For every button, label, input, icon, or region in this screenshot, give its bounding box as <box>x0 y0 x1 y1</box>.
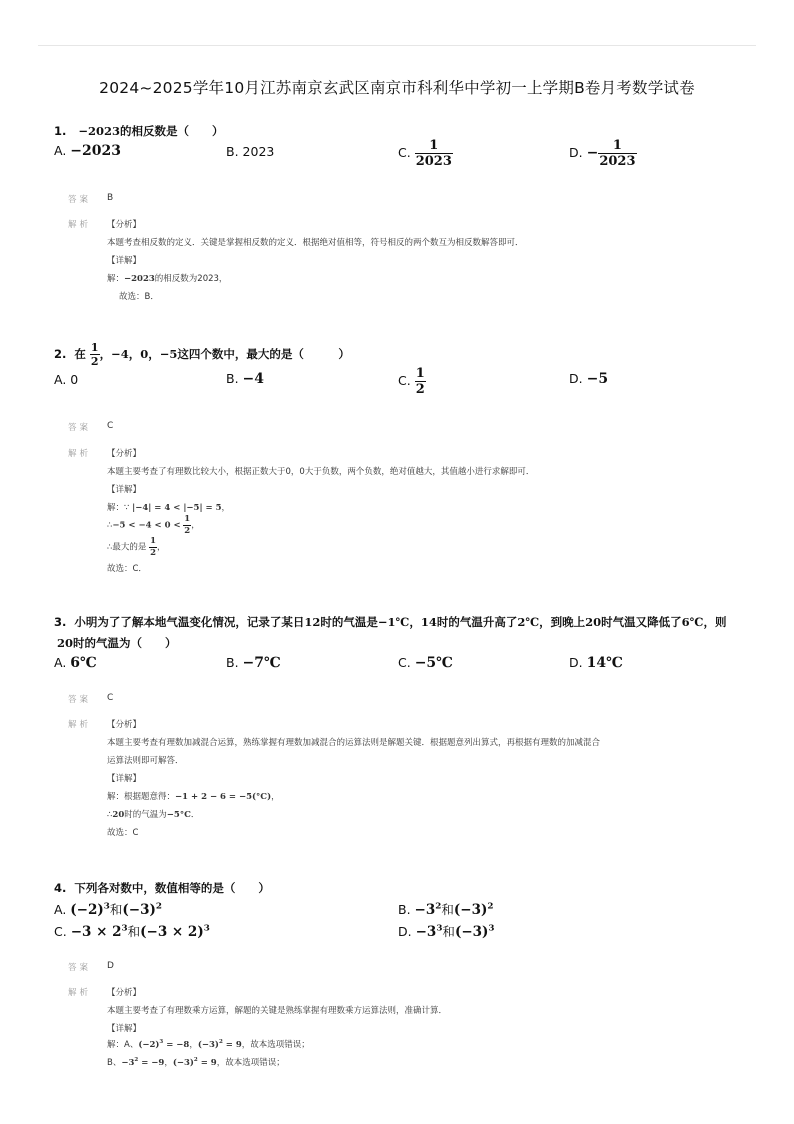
q4-option-b: B. $-3^2$和$(-3)^2$ <box>398 901 494 918</box>
q1-option-b: B. 2023 <box>226 144 275 159</box>
answer-value: C <box>107 421 114 431</box>
question-3-stem-line1: 3. 小明为了了解本地气温变化情况，记录了某日12时的气温是−1℃，14时的气温升高了2℃，到晚上20时气温又降低了6℃，则 <box>54 615 727 629</box>
question-3-stem-line2: 20时的气温为（ ） <box>57 636 177 650</box>
q2-option-d: D. −5 <box>569 371 609 387</box>
q4-option-c: C. $-3 \times 2^3$和$(-3 \times 2)^3$ <box>54 923 210 940</box>
q3-option-c: C. −5℃ <box>398 655 453 671</box>
fenxi-text-line1: 本题主要考查有理数加减混合运算，熟练掌握有理数加减混合的运算法则是解题关键．根据题意列出算式，再根据有理数的加减混合 <box>107 738 601 748</box>
fenxi-heading: 【分析】 <box>107 720 142 730</box>
analysis-label: 解析 <box>68 988 92 998</box>
page-title: 2024~2025学年10月江苏南京玄武区南京市科利华中学初一上学期B卷月考数学试卷 <box>99 79 695 97</box>
fenxi-text: 本题考查相反数的定义．关键是掌握相反数的定义．根据绝对值相等，符号相反的两个数互为相反数解答即可． <box>107 238 524 248</box>
fenxi-heading: 【分析】 <box>107 988 142 998</box>
fraction: $\frac{1}{2}$ <box>184 514 191 536</box>
answer-label: 答案 <box>68 963 92 973</box>
xiangjie-heading: 【详解】 <box>107 1024 142 1034</box>
answer-label: 答案 <box>68 695 92 705</box>
solution-step: 解：根据题意得：−1 + 2 − 6 = −5(°C)， <box>107 792 280 802</box>
fenxi-heading: 【分析】 <box>107 220 142 230</box>
solution-step: 解：−2023的相反数为2023， <box>107 274 228 284</box>
q2-option-c: C. $\frac{1}{2}$ <box>398 366 425 397</box>
q4-option-d: D. $-3^3$和$(-3)^3$ <box>398 923 495 940</box>
analysis-label: 解析 <box>68 720 92 730</box>
solution-step: 解：A、$(-2)^3 = -8$，$(-3)^2 = 9$，故本选项错误； <box>107 1039 310 1050</box>
solution-step: ∴−5 < −4 < 0 < $\frac{1}{2}$ ， <box>107 514 200 536</box>
fraction: $\frac{1}{2023}$ <box>415 138 452 169</box>
solution-step: 解：∵ |−4| = 4 < |−5| = 5， <box>107 503 231 513</box>
solution-pick: 故选：C． <box>107 564 147 574</box>
answer-label: 答案 <box>68 195 92 205</box>
header-rule <box>38 45 756 46</box>
fraction: $\frac{1}{2023}$ <box>599 138 636 169</box>
fenxi-text-line2: 运算法则即可解答． <box>107 756 184 766</box>
solution-step: ∴最大的是 $\frac{1}{2}$ ， <box>107 536 166 558</box>
answer-value: C <box>107 693 114 703</box>
solution-step: B、$-3^2 = -9$，$(-3)^2 = 9$，故本选项错误； <box>107 1057 285 1068</box>
fraction: $\frac{1}{2}$ <box>415 366 425 397</box>
q2-option-a: A. 0 <box>54 372 79 387</box>
q3-option-d: D. 14℃ <box>569 655 623 671</box>
q3-option-a: A. 6℃ <box>54 655 97 671</box>
answer-value: B <box>107 193 114 203</box>
fraction: $\frac{1}{2}$ <box>90 341 99 368</box>
question-2-stem: 2. 在 $\frac{1}{2}$ ，−4，0，−5这四个数中，最大的是（ ） <box>54 341 350 368</box>
xiangjie-heading: 【详解】 <box>107 774 142 784</box>
analysis-label: 解析 <box>68 220 92 230</box>
xiangjie-heading: 【详解】 <box>107 256 142 266</box>
q3-option-b: B. −7℃ <box>226 655 281 671</box>
solution-pick: 故选：B． <box>119 292 159 302</box>
q1-option-d: D. − $\frac{1}{2023}$ <box>569 138 636 169</box>
q4-option-a: A. $(-2)^3$和$(-3)^2$ <box>54 901 162 918</box>
fenxi-heading: 【分析】 <box>107 449 142 459</box>
solution-step: ∴20时的气温为−5°C． <box>107 810 200 820</box>
q1-option-a: A. −2023 <box>54 143 121 159</box>
fraction: $\frac{1}{2}$ <box>150 536 157 558</box>
q2-option-b: B. −4 <box>226 371 265 387</box>
answer-value: D <box>107 961 114 971</box>
answer-label: 答案 <box>68 423 92 433</box>
fenxi-text: 本题主要考查了有理数乘方运算，解题的关键是熟练掌握有理数乘方运算法则，准确计算． <box>107 1006 448 1016</box>
solution-pick: 故选：C <box>107 828 139 838</box>
question-1-stem: 1. −2023的相反数是（ ） <box>54 124 224 138</box>
fenxi-text: 本题主要考查了有理数比较大小，根据正数大于0，0大于负数，两个负数，绝对值越大，其值越小进行求解即可． <box>107 467 535 477</box>
analysis-label: 解析 <box>68 449 92 459</box>
question-4-stem: 4. 下列各对数中，数值相等的是（ ） <box>54 881 270 895</box>
xiangjie-heading: 【详解】 <box>107 485 142 495</box>
q1-option-c: C. $\frac{1}{2023}$ <box>398 138 452 169</box>
